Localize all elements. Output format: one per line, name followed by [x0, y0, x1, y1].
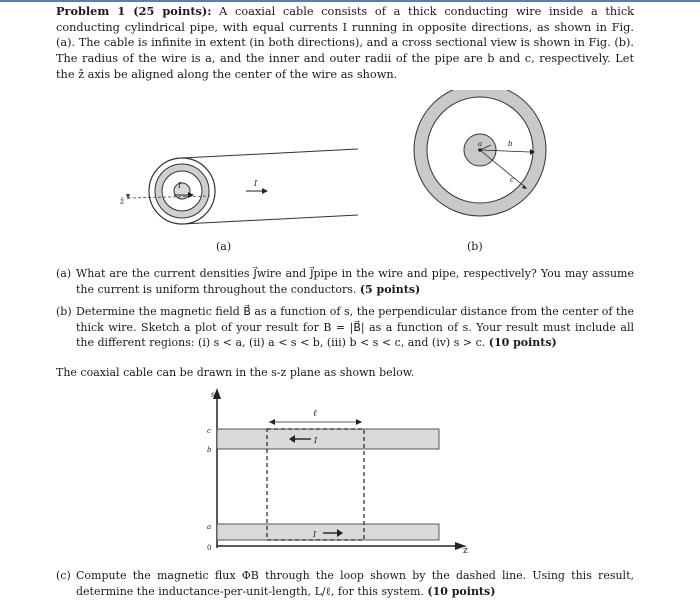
top-current-label: I — [314, 436, 318, 445]
fig-b-label-c: c — [510, 176, 514, 184]
part-c-points: (10 points) — [427, 584, 496, 598]
bottom-current-label: I — [313, 530, 317, 539]
coax-figures — [0, 90, 700, 260]
caption-b: (b) — [467, 240, 483, 253]
caption-a: (a) — [216, 240, 232, 253]
figure-b-cross-section — [414, 90, 546, 216]
part-a — [56, 266, 634, 297]
problem-intro: A coaxial cable consists of a thick conducting wire inside a thick conducting cylindrical pipe, with equal currents I running in opposite directions, as shown in Fig. (a). The cable is infinite in extent (in both directions), and a cross sectional view is shown in Fig. (b). The radius of the wire is a, and the inner and outer radii of the pipe are b and c, respectively. Let the ẑ axis be aligned along the center of the wire as shown. — [56, 5, 634, 81]
sz-plane-diagram — [195, 383, 485, 562]
z-axis-label: ẑ — [463, 546, 468, 556]
part-b-label: (b) — [56, 305, 72, 318]
fig-a-pipe-current-label: I — [254, 179, 258, 188]
length-arrowhead-left — [269, 419, 275, 425]
part-c-text: Compute the magnetic flux ΦB through the loop shown by the dashed line. Using this result, determine the inductance-per-unit-length, L/ℓ, for this system. — [76, 569, 634, 598]
part-a-points: (5 points) — [359, 282, 421, 296]
problem-statement — [56, 4, 634, 83]
pipe-band — [217, 429, 439, 449]
fig-a-wire-current-label: I — [178, 181, 182, 190]
part-b-points: (10 points) — [488, 336, 557, 349]
part-a-text: What are the current densities J⃗wire and J⃗pipe in the wire and pipe, respectively? You may assume the current is uniform throughout the conductors. — [76, 267, 634, 296]
fig-b-label-b: b — [508, 140, 513, 148]
part-c-label: (c) — [56, 569, 71, 582]
plane-statement: The coaxial cable can be drawn in the s-z plane as shown below. — [56, 366, 415, 379]
sz-plane-svg — [195, 383, 485, 558]
fig-a-z-label: ẑ — [120, 197, 125, 206]
part-b — [56, 304, 634, 351]
figure-row — [0, 90, 700, 260]
problem-heading: Problem 1 (25 points): — [56, 4, 212, 18]
origin-label: 0 — [207, 544, 212, 552]
part-a-label: (a) — [56, 267, 72, 280]
s-axis-label: s — [211, 390, 216, 399]
length-label: ℓ — [313, 409, 317, 419]
tick-a: a — [207, 523, 212, 531]
wire-band — [217, 524, 439, 540]
length-arrowhead-right — [356, 419, 362, 425]
top-border — [0, 0, 700, 2]
tick-b: b — [207, 446, 212, 454]
part-c — [56, 568, 634, 599]
figure-a-cable — [126, 149, 358, 224]
fig-b-label-a: a — [478, 140, 483, 148]
tick-c: c — [207, 427, 211, 435]
part-b-text: Determine the magnetic field B⃗ as a function of s, the perpendicular distance from the center of the thick wire. Sketch a plot of your result for B = |B⃗| as a function of s. Your result must include all the different regions: (i) s < a, (ii) a < s < b, (iii) b < s < c, and (iv) s > c. — [76, 305, 634, 349]
